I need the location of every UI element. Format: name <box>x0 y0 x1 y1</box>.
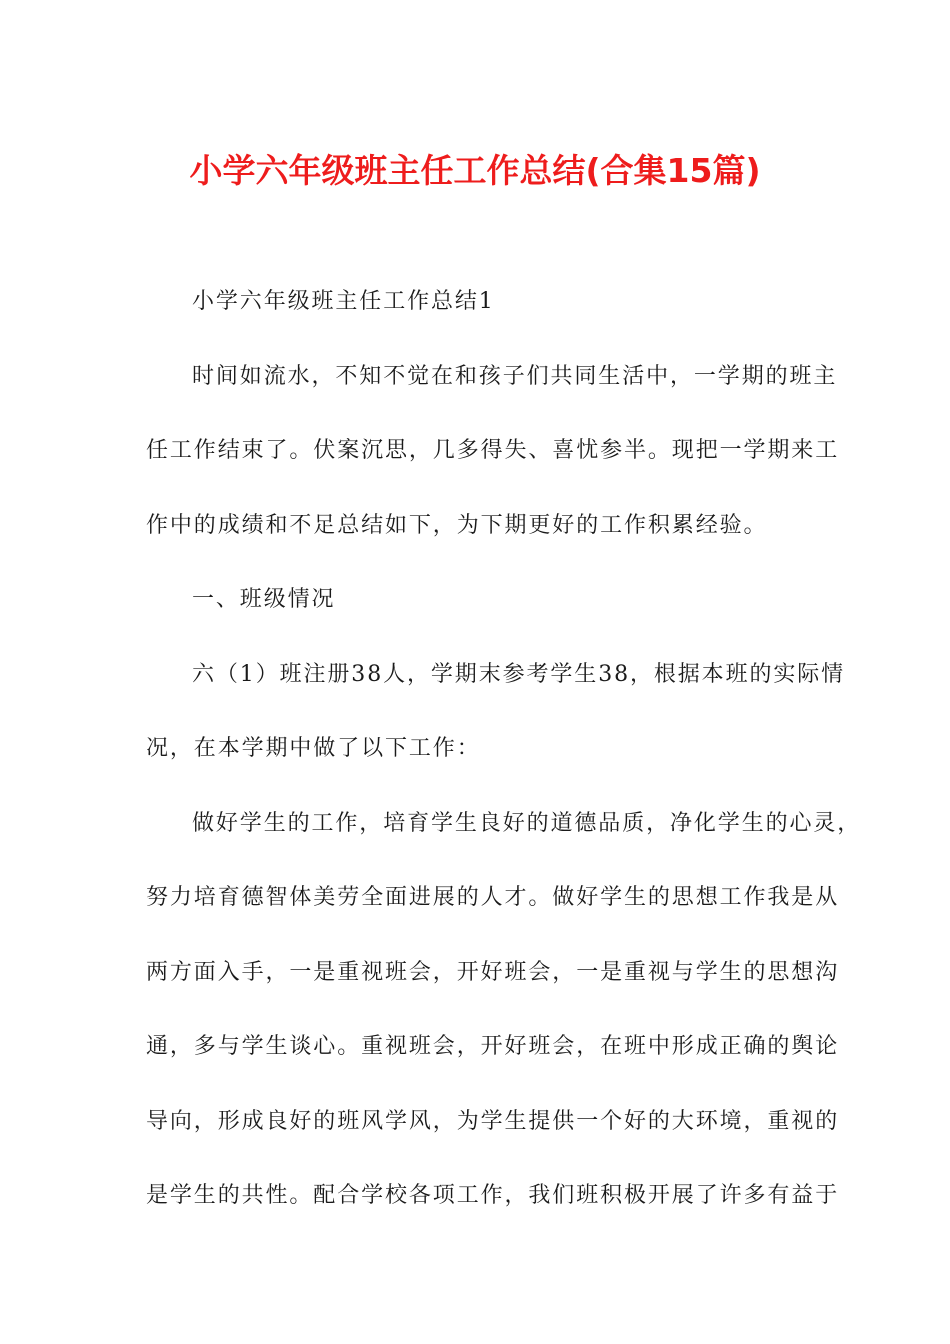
paragraph-line: 六（1）班注册38人，学期末参考学生38，根据本班的实际情 <box>192 661 846 687</box>
paragraph-line: 通，多与学生谈心。重视班会，开好班会，在班中形成正确的舆论 <box>146 1034 840 1059</box>
paragraph-line: 做好学生的工作，培育学生良好的道德品质，净化学生的心灵， <box>192 810 862 836</box>
paragraph-line: 任工作结束了。伏案沉思，几多得失、喜忧参半。现把一学期来工 <box>146 438 840 463</box>
paragraph-line: 是学生的共性。配合学校各项工作，我们班积极开展了许多有益于 <box>146 1183 840 1208</box>
document-body <box>146 280 862 1249</box>
section-heading: 小学六年级班主任工作总结1 <box>192 289 495 314</box>
paragraph-line: 作中的成绩和不足总结如下，为下期更好的工作积累经验。 <box>146 512 768 538</box>
document-title: 小学六年级班主任工作总结(合集15篇) <box>189 151 761 190</box>
paragraph-line: 两方面入手，一是重视班会，开好班会，一是重视与学生的思想沟 <box>146 959 840 985</box>
paragraph-line: 时间如流水，不知不觉在和孩子们共同生活中，一学期的班主 <box>192 363 838 389</box>
subsection-heading: 一、班级情况 <box>192 587 336 612</box>
paragraph-line: 导向，形成良好的班风学风，为学生提供一个好的大环境，重视的 <box>146 1108 840 1134</box>
paragraph-line: 况，在本学期中做了以下工作： <box>146 736 481 761</box>
paragraph-line: 努力培育德智体美劳全面进展的人才。做好学生的思想工作我是从 <box>146 885 840 910</box>
